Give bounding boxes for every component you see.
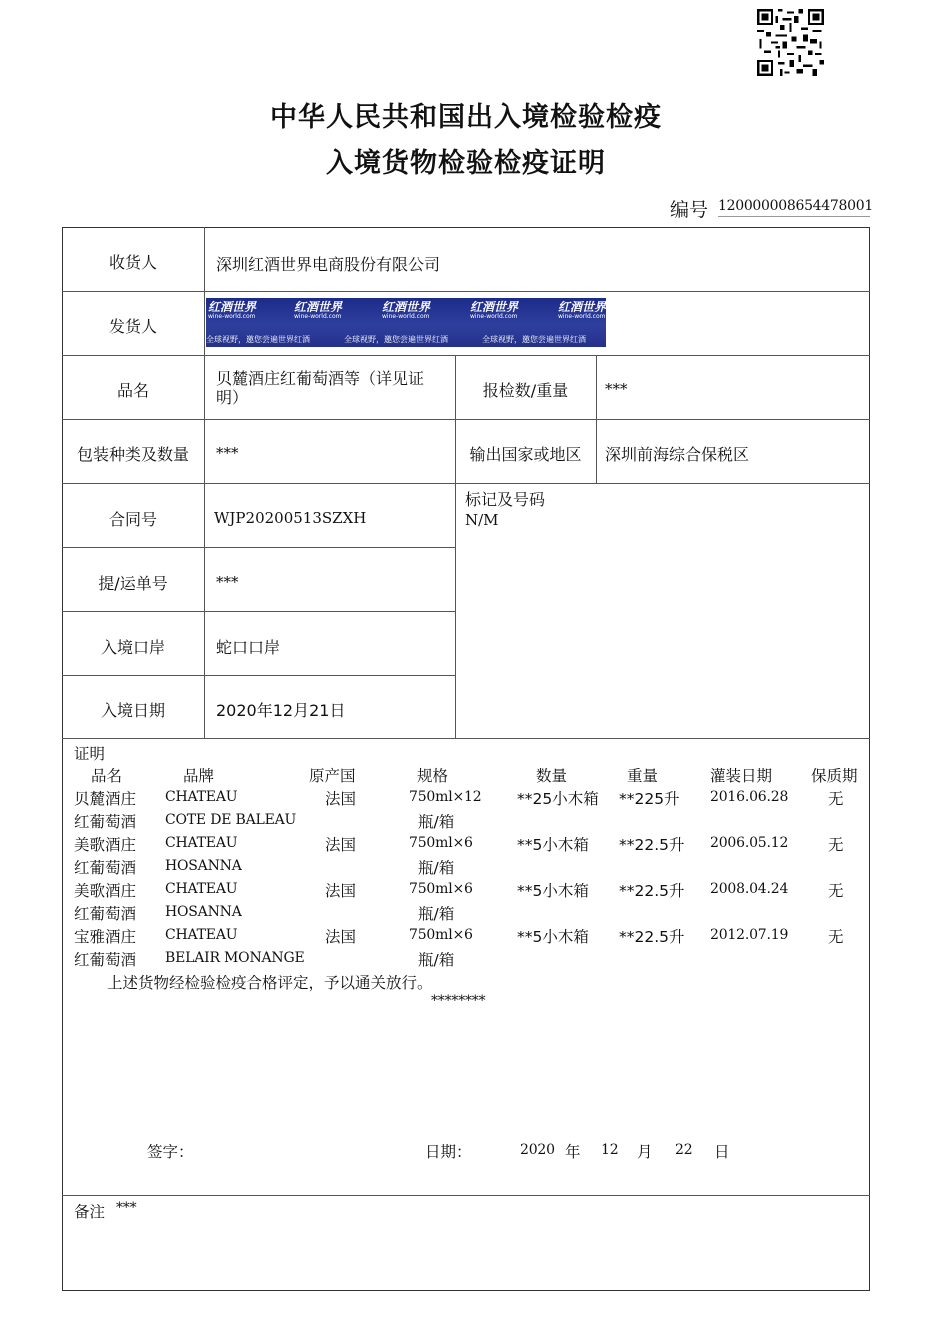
brand-logo: 红酒世界 wine-world.com (470, 300, 519, 320)
cert-cell: BELAIR MONANGE (165, 950, 305, 966)
cert-cell: 红葡萄酒 (74, 813, 137, 831)
row-divider (62, 611, 455, 612)
cert-cell: 2016.06.28 (710, 789, 789, 805)
column-header: 品牌 (183, 767, 215, 785)
product-label: 品名 (116, 381, 149, 400)
cert-cell: 贝麓酒庄 (74, 790, 137, 808)
column-header: 规格 (417, 767, 449, 785)
cert-number-label: 编号 (670, 199, 709, 221)
date-day: 22 (675, 1142, 693, 1158)
port-value: 蛇口口岸 (216, 638, 281, 657)
cert-cell: 750ml×6 (409, 835, 473, 851)
qr-code (757, 9, 824, 76)
cert-cell: **5小木箱 (517, 836, 589, 854)
row-divider (62, 483, 870, 484)
product-value: 贝麓酒庄红葡萄酒等（详见证明） (216, 369, 425, 407)
cert-cell: 法国 (325, 882, 357, 900)
cert-cell: 无 (828, 882, 844, 900)
cert-cell: 750ml×6 (409, 881, 473, 897)
marks-label: 标记及号码 (465, 490, 546, 509)
column-divider (455, 355, 456, 738)
cert-cell: 瓶/箱 (418, 859, 455, 877)
row-divider (62, 547, 455, 548)
cert-cell: **22.5升 (619, 882, 685, 900)
cert-cell: 法国 (325, 928, 357, 946)
row-divider (62, 355, 870, 356)
brand-slogan: 全球视野，邀您尝遍世界红酒 (206, 335, 310, 344)
cert-cell: **22.5升 (619, 836, 685, 854)
contract-value: WJP20200513SZXH (214, 509, 367, 527)
cert-cell: 红葡萄酒 (74, 905, 137, 923)
cert-cell: HOSANNA (165, 858, 242, 874)
column-header: 灌装日期 (710, 767, 773, 785)
document-subtitle: 入境货物检验检疫证明 (326, 148, 606, 179)
remarks-value: *** (116, 1200, 137, 1216)
date-day-unit: 日 (714, 1143, 730, 1161)
cert-cell: 750ml×12 (409, 789, 482, 805)
row-divider (62, 419, 870, 420)
consignee-value: 深圳红酒世界电商股份有限公司 (216, 255, 441, 274)
cert-cell: 瓶/箱 (418, 905, 455, 923)
remarks-label: 备注 (74, 1203, 106, 1221)
cert-cell: 750ml×6 (409, 927, 473, 943)
cert-cell: 美歌酒庄 (74, 882, 137, 900)
origin-value: 深圳前海综合保税区 (605, 445, 750, 464)
row-divider (62, 1195, 870, 1196)
date-year: 2020 (520, 1142, 555, 1158)
cert-cell: **5小木箱 (517, 928, 589, 946)
cert-cell: 2006.05.12 (710, 835, 789, 851)
port-label: 入境口岸 (100, 638, 165, 657)
cert-cell: **5小木箱 (517, 882, 589, 900)
date-month: 12 (601, 1142, 619, 1158)
contract-label: 合同号 (108, 510, 157, 529)
entry-date-label: 入境日期 (100, 701, 165, 720)
column-header: 重量 (627, 767, 659, 785)
row-divider (62, 738, 870, 739)
certification-stars: ******** (431, 993, 486, 1009)
column-header: 品名 (91, 767, 123, 785)
date-label: 日期： (425, 1143, 472, 1161)
row-divider (62, 675, 455, 676)
cert-cell: CHATEAU (165, 789, 238, 805)
cert-cell: 瓶/箱 (418, 951, 455, 969)
cert-cell: **22.5升 (619, 928, 685, 946)
cert-cell: 无 (828, 790, 844, 808)
cert-cell: 红葡萄酒 (74, 951, 137, 969)
packing-value: *** (216, 444, 239, 462)
cert-cell: 瓶/箱 (418, 813, 455, 831)
cert-cell: CHATEAU (165, 835, 238, 851)
cert-number: 120000008654478001 (718, 198, 870, 217)
column-header: 原产国 (309, 767, 356, 785)
marks-value: N/M (465, 511, 499, 529)
consignor-logo-banner (206, 298, 606, 347)
bill-value: *** (216, 573, 239, 591)
signature-label: 签字： (147, 1143, 194, 1161)
origin-label: 输出国家或地区 (469, 445, 582, 464)
column-header: 保质期 (811, 767, 858, 785)
cert-cell: **225升 (619, 790, 680, 808)
packing-label: 包装种类及数量 (76, 445, 189, 464)
quantity-value: *** (605, 380, 628, 398)
cert-cell: 宝雅酒庄 (74, 928, 137, 946)
consignor-label: 发货人 (108, 317, 157, 336)
entry-date-value: 2020年12月21日 (216, 701, 346, 720)
certification-statement: 上述货物经检验检疫合格评定，予以通关放行。 (107, 974, 433, 992)
cert-cell: 无 (828, 928, 844, 946)
quantity-label: 报检数/重量 (482, 381, 569, 400)
column-header: 数量 (536, 767, 568, 785)
cert-cell: CHATEAU (165, 927, 238, 943)
document-title: 中华人民共和国出入境检验检疫 (270, 102, 662, 133)
cert-cell: 法国 (325, 790, 357, 808)
brand-logo: 红酒世界 wine-world.com (208, 300, 257, 320)
cert-cell: COTE DE BALEAU (165, 812, 297, 828)
date-month-unit: 月 (637, 1143, 653, 1161)
cert-cell: HOSANNA (165, 904, 242, 920)
cert-cell: 红葡萄酒 (74, 859, 137, 877)
cert-cell: 2008.04.24 (710, 881, 789, 897)
cert-cell: CHATEAU (165, 881, 238, 897)
brand-logo: 红酒世界 wine-world.com (382, 300, 431, 320)
brand-logo: 红酒世界 wine-world.com (294, 300, 343, 320)
date-year-unit: 年 (565, 1143, 581, 1161)
consignee-label: 收货人 (108, 253, 157, 272)
cert-cell: **25小木箱 (517, 790, 599, 808)
bill-label: 提/运单号 (98, 574, 168, 593)
cert-cell: 无 (828, 836, 844, 854)
row-divider (62, 291, 870, 292)
column-divider (204, 227, 205, 738)
certification-label: 证明 (74, 745, 106, 763)
brand-slogan: 全球视野，邀您尝遍世界红酒 (344, 335, 448, 344)
brand-slogan: 全球视野，邀您尝遍世界红酒 (482, 335, 586, 344)
cert-cell: 法国 (325, 836, 357, 854)
cert-cell: 美歌酒庄 (74, 836, 137, 854)
column-divider (596, 355, 597, 483)
brand-logo: 红酒世界 wine-world.com (558, 300, 606, 320)
cert-cell: 2012.07.19 (710, 927, 789, 943)
